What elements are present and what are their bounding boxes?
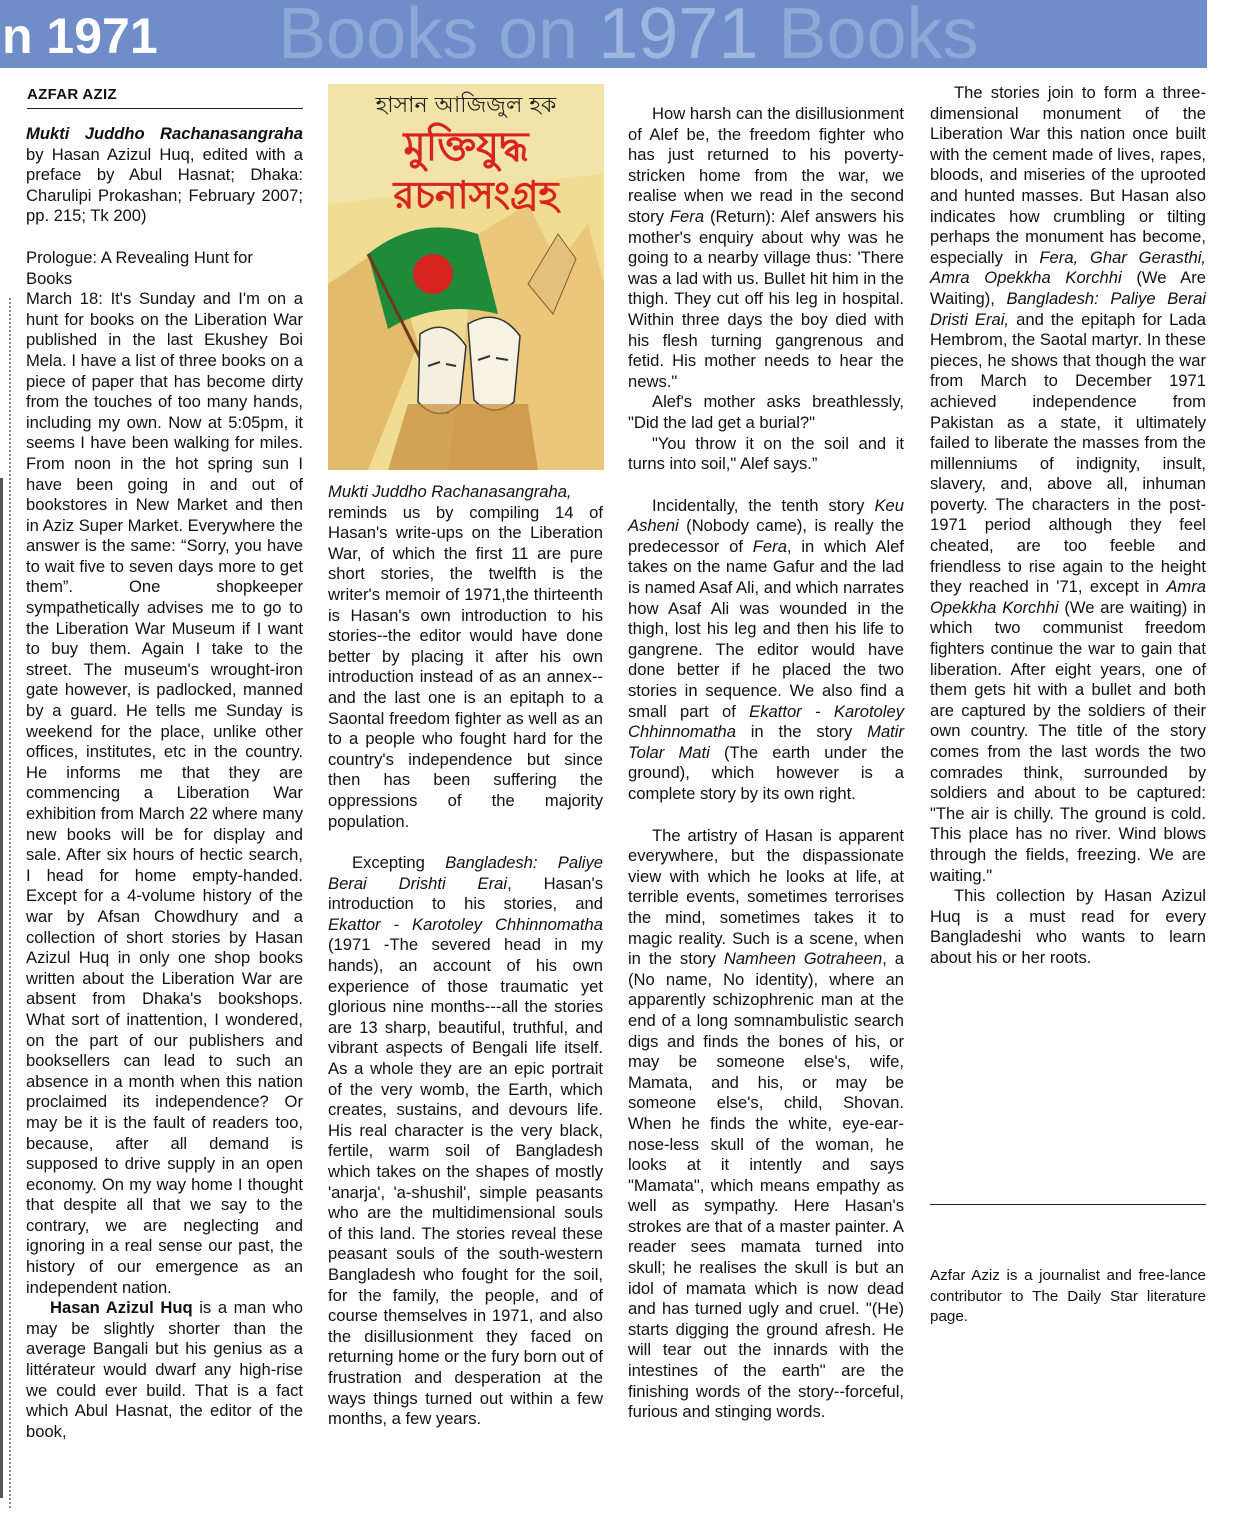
paragraph: "You throw it on the soil and it turns into soil," Alef says.” xyxy=(628,433,904,474)
banner-background-text xyxy=(278,0,979,68)
italic-title: Fera xyxy=(669,206,705,226)
paragraph xyxy=(628,104,904,392)
paragraph: This collection by Hasan Azizul Huq is a must read for every Bangladeshi who wants to learn about his or her roots. xyxy=(930,886,1206,967)
text-run: , Hasan's introduction to his stories, and xyxy=(328,873,603,914)
column-2 xyxy=(328,482,603,1430)
text-run: (Return): Alef answers his mother's enquiry about why was he going to a nearby village thus: 'There was a lad with us. Bullet hit him in the thigh. They cut off his leg in hospital. Within three days the boy died with his flesh turning gangrenous and fetid. His mother needs to hear the news." xyxy=(628,206,904,391)
paragraph: reminds us by compiling 14 of Hasan's write-ups on the Liberation War, of which the first 11 are pure short stories, the twelfth is the writer's memoir of 1971,the thirteenth is Hasan's own introduction to his stories--the editor would have done better by placing it after his own introduction instead of as an annex--and the last one is an epitaph to a Saontal freedom fighter as well as an to a people who fought hard for the country's independence but since then has been suffering the oppressions of the majority population. xyxy=(328,502,603,831)
paragraph: March 18: It's Sunday and I'm on a hunt for books on the Liberation War published in the last Ekushey Boi Mela. I have a list of three books on a piece of paper that has become dirty from the touches of too many hands, including my own. Now at 5:05pm, it seems I have been walking for miles. From noon in the hot spring sun I have been going in and out of bookstores in New Market and then in Aziz Super Market. Everywhere the answer is the same: “Sorry, you have to wait five to seven days more to get them”. One shopkeeper sympathetically advises me to go to the Liberation War Museum if I want to buy them. Again I take to the street. The museum's wrought-iron gate however, is padlocked, manned by a guard. He tells me Sunday is weekend for the place, unlike other offices, institutes, etc in the country. He informs me that they are commencing a Liberation War exhibition from March 22 where many new books will be for display and sale. After six hours of hectic search, I head for home empty-handed. Except for a 4-volume history of the war by Afsan Chowdhury and a collection of short stories by Hasan Azizul Huq in only one shop books written about the Liberation War are absent from Dhaka's bookshops. What sort of inattention, I wondered, on the part of our publishers and booksellers can lead to such an absence in a month when this nation proclaimed its independence? Or may be it is the fault of readers too, because, after all demand is supposed to drive supply in an open economy. On my way home I thought that despite all that we say to the contrary, we are neglecting and ignoring in a real sense our past, the history of our emergence as an independent nation. xyxy=(26,289,303,1297)
italic-title: Bangladesh: Paliye Berai Drishti Erai xyxy=(328,853,603,893)
paragraph xyxy=(328,482,603,503)
italic-title: Ekattor - Karotoley Chhinnomatha xyxy=(628,701,904,742)
banner-bg-part: 1971 xyxy=(598,0,759,68)
byline: AZFAR AZIZ xyxy=(27,86,117,103)
paragraph xyxy=(628,496,904,805)
italic-title: Bangladesh: Paliye Berai Dristi Erai, xyxy=(930,288,1206,329)
text-run: , in which Alef takes on the name Gafur and the lad is named Asaf Ali, and which narrates how Asaf Ali was wounded in the thigh, lost his leg and then his life to gangrene. The editor would have done better if he placed the two stories in sequence. We also find a small part of xyxy=(628,536,904,721)
text-run: (We Are Waiting), xyxy=(930,268,1207,308)
byline-rule xyxy=(27,108,303,109)
paragraph xyxy=(328,853,603,1430)
paragraph xyxy=(930,83,1206,886)
banner-title: n 1971 xyxy=(2,8,158,64)
book-details: by Hasan Azizul Huq, edited with a preface by Abul Hasnat; Dhaka: Charulipi Prokashan; February 2007; pp. 215; Tk 200) xyxy=(26,144,303,226)
text-run: (We are waiting) in which two communist freedom fighters continue the war to gain that liberation. After eight years, one of them gets hit with a bullet and both are captured by the soldiers of their own country. The title of the story comes from the last words the two comrades think, surrounded by soldiers and about to be captured: "The air is chilly. The ground is cold. This place has no river. Wind blows through the fields, freezing. We are waiting." xyxy=(930,597,1207,885)
prologue-heading: Prologue: A Revealing Hunt for Books xyxy=(26,247,253,288)
text-run: The stories join to form a three-dimensional monument of the Liberation War this nation once built with the cement made of lives, rapes, bloods, and miseries of the uprooted and hunted masses. But Hasan also indicates how crumbling or tilting perhaps the monument has become, especially in xyxy=(930,83,1206,267)
book-title: Mukti Juddho Rachanasangraha xyxy=(26,124,303,143)
paragraph xyxy=(628,826,904,1423)
text-run: , a (No name, No identity), where an apparently schizophrenic man at the end of a long somnambulistic search digs and finds the bones of his, or may be someone else's, wife, Mamata, and his, or may be someone else's, child, Shovan. When he finds the white, eye-ear-nose-less skull of the woman, he looks at it intently and says "Mamata", which means empathy as well as sympathy. Here Hasan's strokes are that of a master painter. A reader sees mamata turned into skull; he realises the skull is but an idol of mamata which is now dead and has turned ugly and cruel. "(He) starts digging the ground afresh. He will tear out the innards with the intestines of the earth" are the finishing words of the story--forceful, furious and stinging words. xyxy=(628,949,904,1422)
end-rule xyxy=(930,1204,1206,1205)
italic-title: Fera, Ghar Gerasthi, Amra Opekkha Korchhi xyxy=(930,247,1206,288)
italic-title: Ekattor - Karotoley Chhinnomatha xyxy=(328,914,603,934)
left-margin-bar xyxy=(0,478,3,1498)
column-4 xyxy=(930,83,1206,969)
text-run: Excepting xyxy=(352,853,446,873)
section-banner xyxy=(0,0,1207,68)
text-run: (Nobody came), is really the predecessor of xyxy=(628,516,904,556)
text-run: in the story xyxy=(735,722,868,742)
column-1 xyxy=(26,124,303,1442)
italic-title: Keu Asheni xyxy=(628,495,904,536)
book-cover xyxy=(328,84,604,470)
author-name: Hasan Azizul Huq xyxy=(50,1298,193,1318)
italic-title: Amra Opekkha Korchhi xyxy=(930,577,1206,617)
paragraph xyxy=(26,1298,303,1442)
text-run: Incidentally, the tenth story xyxy=(652,495,875,515)
banner-bg-part: Books on xyxy=(278,0,599,68)
paragraph: Alef's mother asks breathlessly, "Did the lad get a burial?" xyxy=(628,392,904,432)
dotted-margin-rule xyxy=(9,298,11,1508)
text-run: Mukti Juddho Rachanasangraha, xyxy=(328,482,572,501)
column-3 xyxy=(628,83,904,1423)
cover-title-line1: মুক্তিযুদ্ধ xyxy=(403,124,529,170)
banner-bg-part: Books xyxy=(758,0,979,68)
book-info xyxy=(26,124,303,227)
cover-illustration xyxy=(328,84,604,470)
author-bio: Azfar Aziz is a journalist and free-lance contributor to The Daily Star literature page. xyxy=(930,1267,1206,1326)
italic-title: Fera xyxy=(752,536,787,556)
text-run: (1971 -The severed head in my hands), an account of his own experience of those traumatic yet glorious nine months---all the stories are 13 sharp, beautiful, truthful, and vibrant aspects of Bengali life itself. As a whole they are an epic portrait of the very womb, the Earth, which creates, sustains, and devours life. His real character is the very black, fertile, warm soil of Bangladesh which takes on the shapes of mostly 'anarja', 'a-shushil', simple peasants who are the multidimensional souls of this land. The stories reveal these peasant souls of the south-western Bangladesh who fought for the soil, for the family, the people, and of course themselves in 1971, and also the disillusionment they faced on returning home or the fury born out of frustration and desperation at the ways things turned out within a few months, a few years. xyxy=(328,935,603,1429)
cover-title-line2: রচনাসংগ্রহ xyxy=(393,173,559,217)
text-run: (The earth under the ground), which however is a complete story by its own right. xyxy=(628,742,904,803)
text-run: How harsh can the disillusionment of Alef be, the freedom fighter who has just returned to his poverty-stricken home from the war, we realise when we read in the second story xyxy=(628,104,904,226)
text-run: is a man who may be slightly shorter than the average Bangali but his genius as a littérateur would dwarf any high-rise we could ever build. That is a fact which Abul Hasnat, the editor of the book, xyxy=(26,1298,303,1441)
text-run: and the epitaph for Lada Hembrom, the Saotal martyr. In these pieces, he shows that though the war from March to December 1971 achieved independence from Pakistan as a state, it ultimately failed to liberate the masses from the millenniums of indignity, insult, slavery, and, above all, inhuman poverty. The characters in the post-1971 period although they feel cheated, are too feeble and friendless to rise again to the height they reached in '71, except in xyxy=(930,309,1206,597)
italic-title: Namheen Gotraheen xyxy=(723,949,883,969)
text-run: The artistry of Hasan is apparent everywhere, but the dispassionate view with which he looks at life, at terrible events, sometimes terrorises the mind, sometimes takes it to magic reality. Such is a scene, when in the story xyxy=(628,825,904,969)
cover-author: হাসান আজিজুল হক xyxy=(375,93,557,118)
italic-title: Matir Tolar Mati xyxy=(628,722,904,762)
